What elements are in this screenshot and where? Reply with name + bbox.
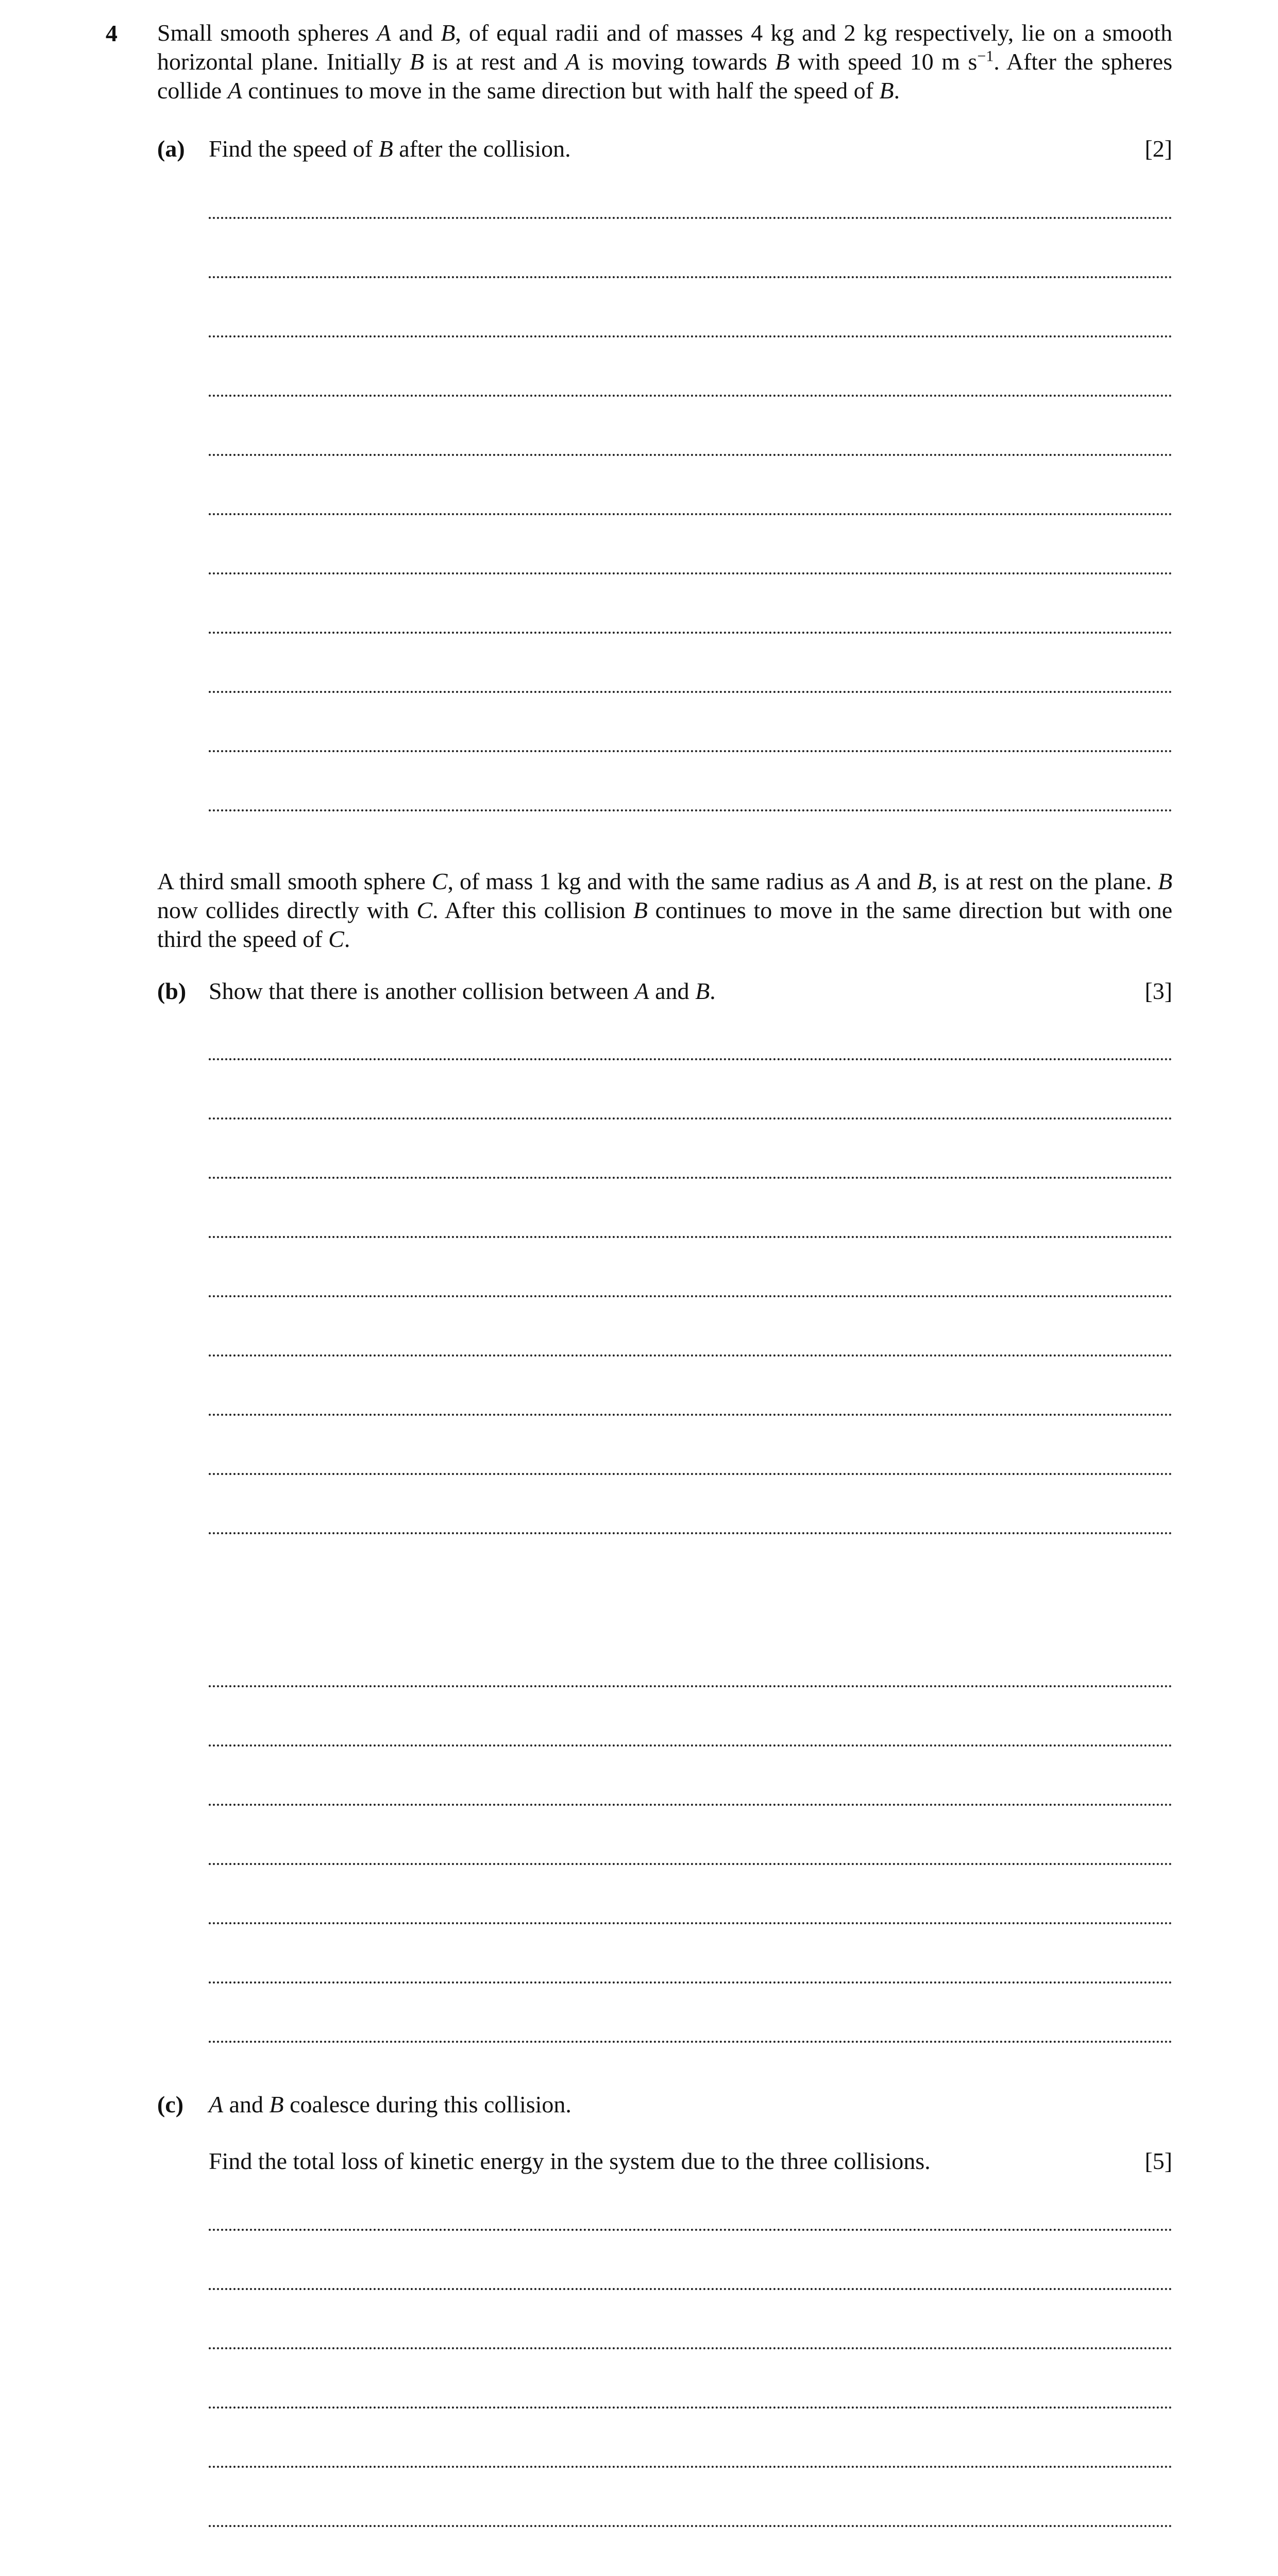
answer-line[interactable] <box>209 515 1172 574</box>
answer-line[interactable] <box>209 1806 1172 1865</box>
answer-line[interactable] <box>209 1297 1172 1357</box>
answer-line[interactable] <box>209 1628 1172 1687</box>
answer-line[interactable] <box>209 1747 1172 1806</box>
part-a-answer-lines[interactable] <box>209 160 1172 811</box>
answer-line[interactable] <box>209 278 1172 337</box>
answer-line[interactable] <box>209 2527 1172 2576</box>
answer-line[interactable] <box>209 397 1172 456</box>
part-a-label: (a) <box>157 135 185 162</box>
answer-line[interactable] <box>209 1924 1172 1984</box>
answer-line[interactable] <box>209 2231 1172 2290</box>
answer-line[interactable] <box>209 1179 1172 1238</box>
answer-line[interactable] <box>209 337 1172 397</box>
answer-line[interactable] <box>209 1475 1172 1534</box>
question-continuation: A third small smooth sphere C, of mass 1 kg and with the same radius as A and B, is at rest on the plane. B now collides directly with C. After this collision B continues to move in the same direction but with one third the speed of C. <box>157 868 1173 952</box>
part-b-answer-lines-2[interactable] <box>209 1628 1172 2043</box>
answer-line[interactable] <box>209 1238 1172 1297</box>
answer-line[interactable] <box>209 160 1172 219</box>
part-a-text: Find the speed of B after the collision. <box>209 135 571 162</box>
answer-line[interactable] <box>209 752 1172 811</box>
answer-line[interactable] <box>209 2172 1172 2231</box>
answer-line[interactable] <box>209 1120 1172 1179</box>
question-intro: Small smooth spheres A and B, of equal radii and of masses 4 kg and 2 kg respectively, lie on a smooth horizontal plane. Initially B is at rest and A is moving towards B with speed 10 m $s^{-1}$. After the spheres collide A continues to move in the same direction but with half the speed of B. <box>157 20 1173 104</box>
answer-line[interactable] <box>209 1357 1172 1416</box>
part-c-answer-lines[interactable] <box>209 2172 1172 2576</box>
answer-line[interactable] <box>209 1865 1172 1924</box>
answer-line[interactable] <box>209 2290 1172 2349</box>
answer-line[interactable] <box>209 2349 1172 2409</box>
part-c-text: A and B coalesce during this collision. <box>209 2091 571 2117</box>
answer-line[interactable] <box>209 1060 1172 1120</box>
part-b-answer-lines-1[interactable] <box>209 1001 1172 1534</box>
part-b-marks: [3] <box>1145 978 1172 1004</box>
part-b-label: (b) <box>157 978 187 1004</box>
answer-line[interactable] <box>209 2468 1172 2527</box>
part-c-instruction: Find the total loss of kinetic energy in the system due to the three collisions. <box>209 2148 931 2174</box>
part-b-text: Show that there is another collision between A and B. <box>209 978 716 1004</box>
question-number: 4 <box>106 20 117 46</box>
answer-line[interactable] <box>209 1001 1172 1060</box>
answer-line[interactable] <box>209 634 1172 693</box>
answer-line[interactable] <box>209 1984 1172 2043</box>
answer-line[interactable] <box>209 574 1172 634</box>
answer-line[interactable] <box>209 2409 1172 2468</box>
part-c-marks: [5] <box>1145 2148 1172 2174</box>
answer-line[interactable] <box>209 456 1172 515</box>
answer-line[interactable] <box>209 219 1172 278</box>
part-c-label: (c) <box>157 2091 184 2117</box>
part-a-marks: [2] <box>1145 135 1172 162</box>
answer-line[interactable] <box>209 1416 1172 1475</box>
answer-line[interactable] <box>209 693 1172 752</box>
answer-line[interactable] <box>209 1687 1172 1747</box>
